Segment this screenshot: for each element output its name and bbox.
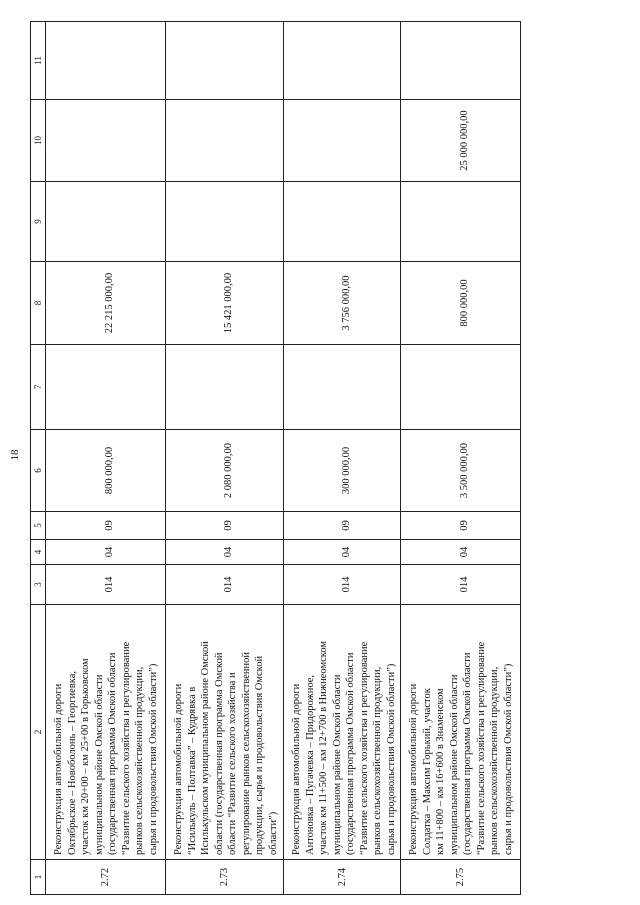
- object-name-cell: [46, 605, 166, 860]
- row-number: 2.73: [166, 860, 284, 895]
- amount-col-6: 300 000,00: [284, 430, 401, 512]
- amount-col-10: 25 000 000,00: [401, 100, 521, 182]
- budget-table: [30, 21, 521, 895]
- code-col-3: 014: [401, 565, 521, 605]
- object-name-line: Реконструкция автомобильной дороги: [291, 683, 302, 855]
- row-number: 2.74: [284, 860, 401, 895]
- code-col-5: 09: [401, 512, 521, 540]
- object-name-line: рынков сельскохозяйственной продукции,: [134, 666, 145, 855]
- object-name-line: участок км 11+500 – км 12+700 в Нижнеомском: [318, 640, 329, 855]
- amount-col-7: [401, 345, 521, 430]
- amount-col-11: [284, 22, 401, 100]
- object-name-cell: [284, 605, 401, 860]
- amount-col-9: [401, 182, 521, 262]
- amount-col-6: 800 000,00: [46, 430, 166, 512]
- object-name-line: “Развитие сельского хозяйства и регулирование: [358, 641, 370, 855]
- amount-col-10: [166, 100, 284, 182]
- header-col-11: 11: [31, 22, 46, 100]
- object-name-line: (государственная программа Омской области: [462, 652, 473, 855]
- object-name-cell: [166, 605, 284, 860]
- object-name-line: области”): [267, 811, 279, 855]
- object-name-line: Реконструкция автомобильной дороги: [408, 683, 419, 855]
- header-col-10: 10: [31, 100, 46, 182]
- object-name-line: “Исилькуль – Полтавка” – Кудрявка в: [186, 686, 198, 855]
- row-number: 2.72: [46, 860, 166, 895]
- amount-col-10: [284, 100, 401, 182]
- object-name-line: сырья и продовольствия Омской области”): [502, 663, 514, 855]
- amount-col-8: 3 756 000,00: [284, 262, 401, 345]
- amount-col-7: [284, 345, 401, 430]
- table-row: [46, 22, 166, 895]
- amount-col-6: 3 500 000,00: [401, 430, 521, 512]
- header-col-7: 7: [31, 345, 46, 430]
- header-col-6: 6: [31, 430, 46, 512]
- code-col-5: 09: [284, 512, 401, 540]
- table-row: [401, 22, 521, 895]
- code-col-5: 09: [46, 512, 166, 540]
- object-name-line: (государственная программа Омской области: [107, 652, 118, 855]
- amount-col-11: [166, 22, 284, 100]
- header-col-4: 4: [31, 540, 46, 565]
- amount-col-7: [166, 345, 284, 430]
- object-name-line: Антоновка – Пугачевка – Придорожное,: [304, 674, 316, 855]
- amount-col-10: [46, 100, 166, 182]
- code-col-3: 014: [166, 565, 284, 605]
- amount-col-11: [46, 22, 166, 100]
- object-name-line: Солдатка – Максим Горький, участок: [421, 688, 433, 855]
- header-col-8: 8: [31, 262, 46, 345]
- object-name-line: муниципальном районе Омской области: [448, 674, 460, 855]
- object-name-line: км 11+800 – км 16+600 в Знаменском: [435, 688, 446, 855]
- object-name-line: области (государственная программа Омской: [213, 652, 225, 855]
- header-col-2: 2: [31, 605, 46, 860]
- object-name-line: участок км 20+00 – км 25+00 в Горьковском: [80, 658, 91, 855]
- amount-col-8: 22 215 000,00: [46, 262, 166, 345]
- table-row: [284, 22, 401, 895]
- amount-col-9: [46, 182, 166, 262]
- amount-col-11: [401, 22, 521, 100]
- header-col-9: 9: [31, 182, 46, 262]
- object-name-line: сырья и продовольствия Омской области”): [385, 663, 397, 855]
- object-name-line: области “Развитие сельского хозяйства и: [227, 672, 238, 855]
- code-col-3: 014: [46, 565, 166, 605]
- object-name-line: рынков сельскохозяйственной продукции,: [372, 666, 383, 855]
- amount-col-9: [284, 182, 401, 262]
- row-number: 2.75: [401, 860, 521, 895]
- object-name-line: Реконструкция автомобильной дороги: [173, 683, 184, 855]
- header-col-5: 5: [31, 512, 46, 540]
- header-row: [31, 22, 46, 895]
- page-number: 18: [9, 449, 21, 461]
- amount-col-9: [166, 182, 284, 262]
- code-col-4: 04: [166, 540, 284, 565]
- object-name-line: муниципальном районе Омской области: [331, 674, 343, 855]
- amount-col-8: 800 000,00: [401, 262, 521, 345]
- object-name-line: “Развитие сельского хозяйства и регулирование: [120, 641, 132, 855]
- object-name-line: Октябрьское – Новоболонь – Георгиевка,: [66, 671, 78, 855]
- object-name-line: регулирование рынков сельскохозяйственной: [240, 652, 252, 855]
- object-name-cell: [401, 605, 521, 860]
- object-name-line: Исилькульском муниципальном районе Омской: [200, 641, 211, 855]
- object-name-line: сырья и продовольствия Омской области”): [147, 663, 159, 855]
- code-col-3: 014: [284, 565, 401, 605]
- amount-col-7: [46, 345, 166, 430]
- code-col-5: 09: [166, 512, 284, 540]
- object-name-line: продукции, сырья и продовольствия Омской: [254, 655, 265, 855]
- amount-col-8: 15 421 000,00: [166, 262, 284, 345]
- object-name-line: муниципальном районе Омской области: [93, 674, 105, 855]
- code-col-4: 04: [46, 540, 166, 565]
- table-row: [166, 22, 284, 895]
- object-name-line: рынков сельскохозяйственной продукции,: [489, 666, 500, 855]
- amount-col-6: 2 080 000,00: [166, 430, 284, 512]
- code-col-4: 04: [401, 540, 521, 565]
- code-col-4: 04: [284, 540, 401, 565]
- object-name-line: (государственная программа Омской области: [345, 652, 356, 855]
- object-name-line: Реконструкция автомобильной дороги: [53, 683, 64, 855]
- header-col-3: 3: [31, 565, 46, 605]
- header-col-1: 1: [31, 860, 46, 895]
- object-name-line: “Развитие сельского хозяйства и регулирование: [475, 641, 487, 855]
